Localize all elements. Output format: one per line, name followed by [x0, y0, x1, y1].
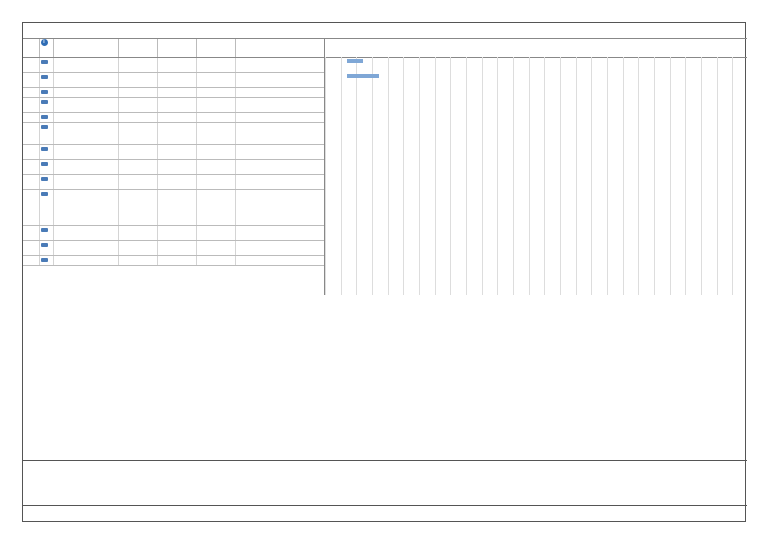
table-row[interactable] [23, 88, 324, 98]
auto-schedule-icon [41, 192, 48, 196]
page-number [23, 505, 747, 524]
task-predecessors[interactable] [235, 160, 324, 175]
week-gridline [591, 57, 592, 295]
task-name[interactable] [53, 88, 118, 98]
task-finish[interactable] [196, 98, 235, 113]
task-id[interactable] [23, 175, 39, 190]
table-row[interactable] [23, 58, 324, 73]
task-duration[interactable] [118, 160, 157, 175]
task-name[interactable] [53, 123, 118, 145]
task-mode[interactable] [39, 190, 53, 226]
task-mode[interactable] [39, 73, 53, 88]
task-name[interactable] [53, 58, 118, 73]
week-gridline [717, 57, 718, 295]
task-id[interactable] [23, 160, 39, 175]
week-gridline [654, 57, 655, 295]
timescale-months [325, 41, 747, 49]
task-mode[interactable] [39, 88, 53, 98]
print-preview-page [22, 22, 746, 522]
task-start[interactable] [157, 190, 196, 226]
week-gridline [670, 57, 671, 295]
task-finish[interactable] [196, 226, 235, 241]
task-duration[interactable] [118, 175, 157, 190]
week-gridline [435, 57, 436, 295]
task-predecessors[interactable] [235, 58, 324, 73]
week-gridline [325, 57, 326, 295]
table-row[interactable] [23, 123, 324, 145]
column-header-task-mode[interactable] [39, 39, 53, 58]
week-gridline [482, 57, 483, 295]
task-bar[interactable] [347, 59, 363, 63]
task-duration[interactable] [118, 241, 157, 256]
task-start[interactable] [157, 175, 196, 190]
auto-schedule-icon [41, 115, 48, 119]
task-id[interactable] [23, 256, 39, 266]
task-finish[interactable] [196, 190, 235, 226]
task-duration[interactable] [118, 88, 157, 98]
week-gridline [403, 57, 404, 295]
task-name[interactable] [53, 145, 118, 160]
task-predecessors[interactable] [235, 241, 324, 256]
task-name[interactable] [53, 175, 118, 190]
auto-schedule-icon [41, 147, 48, 151]
auto-schedule-icon [41, 243, 48, 247]
task-start[interactable] [157, 98, 196, 113]
task-name[interactable] [53, 241, 118, 256]
task-start[interactable] [157, 73, 196, 88]
task-finish[interactable] [196, 145, 235, 160]
task-duration[interactable] [118, 226, 157, 241]
task-duration[interactable] [118, 190, 157, 226]
auto-schedule-icon [41, 100, 48, 104]
table-row[interactable] [23, 98, 324, 113]
task-start[interactable] [157, 145, 196, 160]
task-finish[interactable] [196, 73, 235, 88]
task-start[interactable] [157, 113, 196, 123]
table-row[interactable] [23, 256, 324, 266]
legend [23, 460, 747, 506]
task-id[interactable] [23, 241, 39, 256]
column-header-finish[interactable] [196, 39, 235, 58]
task-predecessors[interactable] [235, 175, 324, 190]
auto-schedule-icon [41, 125, 48, 129]
task-duration[interactable] [118, 123, 157, 145]
auto-schedule-icon [41, 162, 48, 166]
week-gridline [685, 57, 686, 295]
week-gridline [341, 57, 342, 295]
table-header [23, 39, 324, 58]
task-predecessors[interactable] [235, 123, 324, 145]
page-title [23, 23, 747, 39]
table-row[interactable] [23, 73, 324, 88]
task-name[interactable] [53, 256, 118, 266]
task-mode[interactable] [39, 58, 53, 73]
table-row[interactable] [23, 145, 324, 160]
week-gridline [497, 57, 498, 295]
table-row[interactable] [23, 190, 324, 226]
task-finish[interactable] [196, 175, 235, 190]
task-name[interactable] [53, 113, 118, 123]
task-name[interactable] [53, 190, 118, 226]
task-mode[interactable] [39, 123, 53, 145]
task-mode[interactable] [39, 226, 53, 241]
week-gridline [544, 57, 545, 295]
task-finish[interactable] [196, 88, 235, 98]
task-rows [23, 58, 324, 266]
week-gridline [513, 57, 514, 295]
task-predecessors[interactable] [235, 190, 324, 226]
week-gridline [701, 57, 702, 295]
task-start[interactable] [157, 58, 196, 73]
task-bar[interactable] [347, 74, 378, 78]
task-duration[interactable] [118, 58, 157, 73]
table-row[interactable] [23, 241, 324, 256]
task-table [23, 39, 325, 266]
week-gridline [450, 57, 451, 295]
table-row[interactable] [23, 113, 324, 123]
task-id[interactable] [23, 73, 39, 88]
task-start[interactable] [157, 226, 196, 241]
gantt-chart [324, 39, 747, 295]
task-finish[interactable] [196, 113, 235, 123]
week-gridline [529, 57, 530, 295]
task-id[interactable] [23, 123, 39, 145]
column-header-duration[interactable] [118, 39, 157, 58]
task-start[interactable] [157, 160, 196, 175]
week-gridline [560, 57, 561, 295]
task-predecessors[interactable] [235, 226, 324, 241]
task-predecessors[interactable] [235, 98, 324, 113]
column-header-id[interactable] [23, 39, 39, 58]
task-predecessors[interactable] [235, 145, 324, 160]
task-finish[interactable] [196, 160, 235, 175]
table-row[interactable] [23, 160, 324, 175]
task-duration[interactable] [118, 145, 157, 160]
task-id[interactable] [23, 113, 39, 123]
auto-schedule-icon [41, 258, 48, 262]
table-row[interactable] [23, 226, 324, 241]
task-predecessors[interactable] [235, 73, 324, 88]
info-icon: i [41, 39, 48, 46]
task-start[interactable] [157, 241, 196, 256]
task-start[interactable] [157, 123, 196, 145]
week-gridline [388, 57, 389, 295]
week-gridline [356, 57, 357, 295]
week-gridline [638, 57, 639, 295]
task-predecessors[interactable] [235, 88, 324, 98]
task-id[interactable] [23, 98, 39, 113]
task-predecessors[interactable] [235, 113, 324, 123]
table-row[interactable] [23, 175, 324, 190]
auto-schedule-icon [41, 60, 48, 64]
task-name[interactable] [53, 226, 118, 241]
task-id[interactable] [23, 88, 39, 98]
task-mode[interactable] [39, 256, 53, 266]
auto-schedule-icon [41, 90, 48, 94]
task-finish[interactable] [196, 241, 235, 256]
auto-schedule-icon [41, 75, 48, 79]
column-header-start[interactable] [157, 39, 196, 58]
week-gridline [732, 57, 733, 295]
week-gridline [419, 57, 420, 295]
week-gridline [372, 57, 373, 295]
task-name[interactable] [53, 73, 118, 88]
task-finish[interactable] [196, 256, 235, 266]
task-start[interactable] [157, 256, 196, 266]
column-header-predecessors[interactable] [235, 39, 324, 58]
task-mode[interactable] [39, 98, 53, 113]
task-mode[interactable] [39, 113, 53, 123]
task-id[interactable] [23, 226, 39, 241]
task-name[interactable] [53, 160, 118, 175]
week-gridline [607, 57, 608, 295]
task-predecessors[interactable] [235, 256, 324, 266]
column-header-task-name[interactable] [53, 39, 118, 58]
task-finish[interactable] [196, 123, 235, 145]
auto-schedule-icon [41, 177, 48, 181]
task-mode[interactable] [39, 175, 53, 190]
task-name[interactable] [53, 98, 118, 113]
auto-schedule-icon [41, 228, 48, 232]
task-mode[interactable] [39, 145, 53, 160]
task-id[interactable] [23, 145, 39, 160]
task-duration[interactable] [118, 113, 157, 123]
week-gridline [623, 57, 624, 295]
task-finish[interactable] [196, 58, 235, 73]
task-duration[interactable] [118, 73, 157, 88]
task-id[interactable] [23, 190, 39, 226]
task-mode[interactable] [39, 241, 53, 256]
week-gridline [576, 57, 577, 295]
week-gridline [466, 57, 467, 295]
task-start[interactable] [157, 88, 196, 98]
task-duration[interactable] [118, 98, 157, 113]
task-duration[interactable] [118, 256, 157, 266]
task-mode[interactable] [39, 160, 53, 175]
task-id[interactable] [23, 58, 39, 73]
